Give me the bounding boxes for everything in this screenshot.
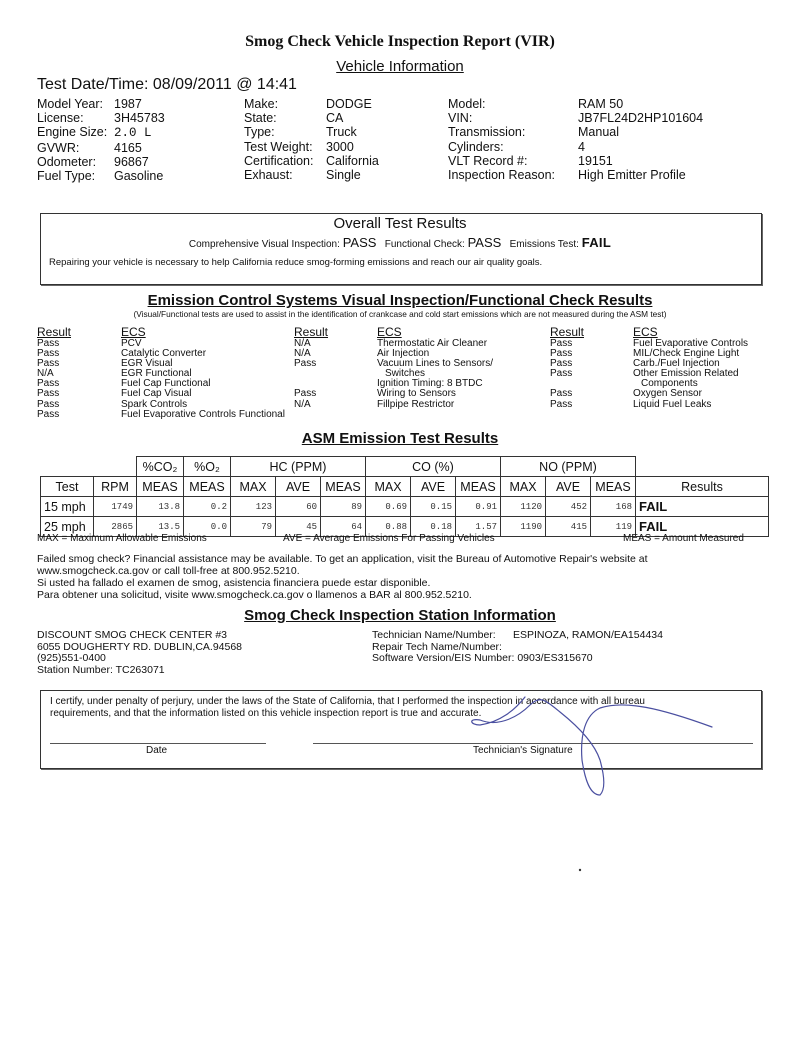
legend-ave: AVE = Average Emissions For Passing Vehicles bbox=[283, 533, 495, 544]
ecs-heading: Emission Control Systems Visual Inspection/Functional Check Results bbox=[147, 292, 653, 309]
ecs-col2-items: ECS Thermostatic Air Cleaner Air Injection Vacuum Lines to Sensors/ Switches Ignition Timing: 8 BTDC Wiring to Sensors Fillpipe Restrictor bbox=[377, 325, 493, 410]
result-badge: FAIL bbox=[636, 497, 769, 517]
vehicle-field: State: CA bbox=[244, 111, 344, 126]
col-header: MAX bbox=[501, 477, 546, 497]
vehicle-field: License: 3H45783 bbox=[37, 111, 165, 126]
vehicle-field: Model: RAM 50 bbox=[448, 97, 624, 111]
legend-max: MAX = Maximum Allowable Emissions bbox=[37, 533, 207, 544]
repair-note: Repairing your vehicle is necessary to help California reduce smog-forming emissions and reach our air quality goals. bbox=[49, 257, 543, 268]
vehicle-field: Engine Size: 2.0 L bbox=[37, 125, 152, 141]
col-header: MEAS bbox=[184, 477, 231, 497]
vehicle-field: Inspection Reason: High Emitter Profile bbox=[448, 168, 686, 183]
station-phone: (925)551-0400 bbox=[37, 652, 106, 664]
overall-results-heading: Overall Test Results bbox=[333, 215, 467, 232]
vehicle-field: Certification: California bbox=[244, 153, 379, 168]
test-datetime-label: Test Date/Time: bbox=[37, 76, 149, 93]
col-header: MEAS bbox=[137, 477, 184, 497]
co-group-header: CO (%) bbox=[366, 457, 501, 477]
vehicle-field: Transmission: Manual bbox=[448, 125, 619, 140]
result-header: Result bbox=[37, 325, 72, 339]
vehicle-field: Cylinders: 4 bbox=[448, 139, 585, 154]
station-number: Station Number: TC263071 bbox=[37, 663, 165, 676]
col-header: Results bbox=[636, 477, 769, 497]
vehicle-field: Model Year: 1987 bbox=[37, 97, 142, 111]
table-row: 15 mph 1749 13.8 0.2 123 60 89 0.69 0.15 0.91 1120 452 168 FAIL bbox=[41, 497, 769, 517]
col-header: AVE bbox=[411, 477, 456, 497]
certification-text: I certify, under penalty of perjury, under the laws of the State of California, that I performed the inspection in accordance with all bureau requirements, and that the information listed on this vehicle inspection report is true and accurate. bbox=[50, 696, 645, 719]
col-header: MEAS bbox=[321, 477, 366, 497]
result-badge: FAIL bbox=[636, 517, 769, 537]
vehicle-field: Test Weight: 3000 bbox=[244, 139, 354, 154]
table-row: 25 mph 2865 13.5 0.0 79 45 64 0.88 0.18 1.57 1190 415 119 FAIL bbox=[41, 517, 769, 537]
vehicle-field: Make: DODGE bbox=[244, 97, 372, 111]
col-header: Test bbox=[41, 477, 94, 497]
col-header: AVE bbox=[276, 477, 321, 497]
test-datetime-value: 08/09/2011 @ 14:41 bbox=[152, 76, 297, 93]
col-header: MEAS bbox=[591, 477, 636, 497]
hc-group-header: HC (PPM) bbox=[231, 457, 366, 477]
vehicle-field: Exhaust: Single bbox=[244, 168, 361, 183]
ecs-col3-results: Result Pass Pass Pass Pass Pass Pass bbox=[550, 325, 585, 410]
vehicle-field: VIN: JB7FL24D2HP101604 bbox=[448, 111, 704, 126]
ecs-subheading: (Visual/Functional tests are used to assist in the identification of crankcase and cold start emissions which are not measured during the ASM test) bbox=[133, 309, 667, 319]
station-tech-block: Technician Name/Number: ESPINOZA, RAMON/EA154434 Repair Tech Name/Number: Software Version/EIS Number: 0903/ES315670 bbox=[372, 629, 663, 664]
signature-label: Technician's Signature bbox=[473, 745, 573, 756]
ecs-header: ECS bbox=[121, 325, 146, 339]
vehicle-field: GVWR: 4165 bbox=[37, 140, 142, 155]
visual-inspection-status: PASS bbox=[342, 235, 377, 250]
col-header: MAX bbox=[231, 477, 276, 497]
co2-group-header: %CO₂ bbox=[137, 457, 184, 477]
vehicle-field: Odometer: 96867 bbox=[37, 154, 149, 169]
emissions-test-status: FAIL bbox=[581, 235, 612, 250]
col-header: RPM bbox=[94, 477, 137, 497]
financial-assistance-note: Failed smog check? Financial assistance may be available. To get an application, visit the Bureau of Automotive Repair's website at www.smogcheck.ca.gov or call toll-free at 800.952.5210. Si usted ha fallado el examen de smog, asistencia financiera puede estar disponible. Para obtener una solicitud, visite www.smogcheck.ca.gov o llamenos a BAR al 800.952.5210. bbox=[37, 553, 648, 601]
station-name: DISCOUNT SMOG CHECK CENTER #3 bbox=[37, 629, 227, 641]
legend-meas: MEAS = Amount Measured bbox=[623, 533, 744, 544]
technician-value: ESPINOZA, RAMON/EA154434 bbox=[513, 629, 663, 641]
vehicle-field: VLT Record #: 19151 bbox=[448, 153, 613, 168]
col-header: MEAS bbox=[456, 477, 501, 497]
asm-heading: ASM Emission Test Results bbox=[301, 430, 499, 447]
vehicle-info-heading: Vehicle Information bbox=[336, 58, 464, 75]
ecs-col2-results: Result N/A N/A Pass Pass N/A bbox=[294, 325, 329, 410]
overall-results-summary: Comprehensive Visual Inspection: PASS Functional Check: PASS Emissions Test: FAIL bbox=[188, 235, 612, 250]
software-value: 0903/ES315670 bbox=[517, 652, 593, 664]
ecs-col1-items: ECS PCV Catalytic Converter EGR Visual EGR Functional Fuel Cap Functional Fuel Cap Visual Spark Controls Fuel Evaporative Controls Functional bbox=[121, 325, 285, 420]
report-title: Smog Check Vehicle Inspection Report (VIR) bbox=[245, 33, 555, 50]
ecs-col1-results: Result Pass Pass Pass N/A Pass Pass Pass Pass bbox=[37, 325, 72, 420]
date-label: Date bbox=[146, 745, 168, 756]
no-group-header: NO (PPM) bbox=[501, 457, 636, 477]
station-address: 6055 DOUGHERTY RD. DUBLIN,CA.94568 bbox=[37, 640, 243, 653]
o2-group-header: %O₂ bbox=[184, 457, 231, 477]
station-heading: Smog Check Inspection Station Information bbox=[244, 607, 556, 624]
vehicle-field: Fuel Type: Gasoline bbox=[37, 169, 164, 184]
ecs-col3-items: ECS Fuel Evaporative Controls MIL/Check Engine Light Carb./Fuel Injection Other Emission Related Components Oxygen Sensor Liquid Fuel Leaks bbox=[633, 325, 749, 410]
col-header: AVE bbox=[546, 477, 591, 497]
col-header: MAX bbox=[366, 477, 411, 497]
functional-check-status: PASS bbox=[467, 235, 502, 250]
vehicle-field: Type: Truck bbox=[244, 125, 357, 140]
